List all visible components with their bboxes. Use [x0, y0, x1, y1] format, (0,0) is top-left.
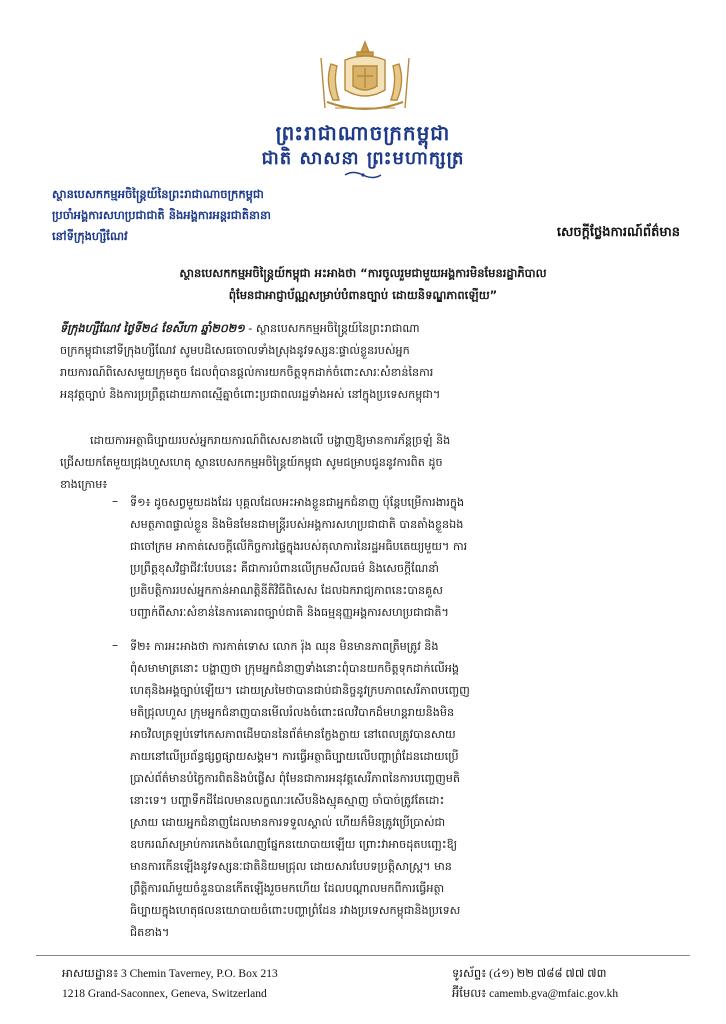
mission-line: ស្ថានបេសកកម្មអចិន្ត្រៃយ៍នៃព្រះរាជាណាចក្រកម្ពុជា: [52, 187, 264, 201]
email-label: អ៊ីមែល៖: [452, 988, 487, 1000]
footer-contact: [452, 964, 692, 1004]
bullet-line: ភាយនៅលើប្រព័ន្ធផ្សព្វផ្សាយសង្គម។ ការធ្វើអត្ថាធិប្បាយលើបញ្ហាព្រំដែនដោយប្រើ: [130, 750, 459, 763]
press-release-label: សេចក្តីថ្លែងការណ៍ព័ត៌មាន: [556, 225, 680, 240]
mission-line: នៅទីក្រុងហ្សឺណែវ: [52, 229, 128, 243]
bullet-line: ប្រព្រឹត្តខុសវិជ្ជាជីវៈបែបនេះ គឺជាការបំពានលើក្រមសីលធម៌ និងសេចក្តីណែនាំ: [130, 562, 439, 575]
bullet-line: ហេតុនិងអង្គច្បាប់ឡើយ។ ដោយស្រមៃថាបានជាប់ជានិច្ចនូវក្របភាពសេរីភាពបញ្ចេញ: [130, 684, 470, 697]
bullet-dash: –: [112, 494, 118, 508]
phone-label: ទូរស័ព្ទ៖: [452, 968, 487, 980]
paragraph-line: ខាងក្រោម៖: [60, 478, 108, 491]
bullet-dash: –: [112, 638, 118, 652]
national-motto: ជាតិ សាសនា ព្រះមហាក្សត្រ: [261, 148, 465, 169]
bullet-line: មានការកើនឡើងនូវទស្សនៈជាតិនិយមជ្រុល ដោយសារបែបទប្រត្តិសាស្ត្រ។ មាន: [130, 860, 452, 873]
footer-divider: [36, 955, 690, 956]
phone-number: (៤១) ២២ ៧៨៨ ៧៧ ៧៣: [489, 968, 607, 980]
paragraph-line: [60, 318, 680, 340]
bullet-line: ពុំសមាមាត្រនោះ បង្ហាញថា ក្រុមអ្នកជំនាញទាំងនោះពុំបានយកចិត្តទុកដាក់លើអង្គ: [130, 662, 459, 675]
bullet-line: ធិប្បាយក្នុងហេតុផលនយោបាយចំពោះបញ្ហាព្រំដែន រវាងប្រទេសកម្ពុជានិងប្រទេស: [130, 904, 461, 917]
headline-line: ពុំមែនជាអាជ្ញាប័ណ្ណសម្រាប់បំពានច្បាប់ ដោយនិទណ្ឌភាពឡើយ”: [228, 288, 498, 302]
royal-coat-of-arms-emblem: [311, 38, 419, 120]
paragraph-line: ចក្រកម្ពុជានៅទីក្រុងហ្សឺណែវ សូមបដិសេធចោលទាំងស្រុងនូវទស្សនៈផ្ទាល់ខ្លួនរបស់អ្នក: [60, 344, 410, 357]
paragraph-text: - ស្ថានបេសកកម្មអចិន្ត្រៃយ៍នៃព្រះរាជាណា: [244, 322, 420, 335]
phone-row: [452, 964, 692, 984]
address-city: 1218 Grand-Saconnex, Geneva, Switzerland: [62, 988, 267, 1000]
bullet-line: មតិជ្រុលហួស ក្រុមអ្នកជំនាញបានមើលរំលងចំពោះផលវិបាកដ៏មហន្តរាយនិងមិន: [130, 706, 455, 719]
bullet-item-2: [130, 636, 680, 944]
kingdom-name: ព្រះរាជាណាចក្រកម្ពុជា: [275, 121, 451, 145]
bullet-line: ប្រាស់ព័ត៌មានបំភ្លៃការពិតនិងបំផ្លើស ពុំមែនជាការអនុវត្តសេរីភាពនៃការបញ្ចេញមតិ: [130, 772, 461, 785]
paragraph-2: [60, 430, 680, 496]
bullet-line: ទី១៖ ដូចសព្វមួយដងដែរ បុគ្គលដែលអះអាងខ្លួនជាអ្នកជំនាញ ប៉ុន្តែបម្រើការងារក្នុង: [130, 496, 465, 509]
bullet-line: ស្រាយ ដោយអ្នកជំនាញដែលមានការទទួលស្គាល់ ហើយក៏មិនត្រូវប្រើប្រាស់ជា: [130, 816, 446, 829]
address-label: អាសយដ្ឋាន៖: [62, 968, 119, 980]
bullet-line: អាចវិលត្រឡប់ទៅកេសភាពដើមបាននៃព័ត៌មានក្លែងក្លាយ នៅពេលត្រូវបានសាយ: [130, 728, 456, 741]
footer-address: [62, 964, 382, 1004]
mission-name-block: [52, 184, 342, 247]
address-street: 3 Chemin Taverney, P.O. Box 213: [121, 968, 278, 980]
bullet-line: សមត្ថភាពផ្ទាល់ខ្លួន និងមិនមែនជាមន្ត្រីរបស់អង្គការសហប្រជាជាតិ បានតាំងខ្លួនឯង: [130, 518, 464, 531]
paragraph-line: រាយការណ៍ពិសេសមួយក្រុមតូច ដែលពុំបានផ្តល់ការយកចិត្តទុកដាក់ចំពោះសារៈសំខាន់នៃការ: [60, 366, 434, 379]
bullet-line: ទី២៖ ការអះអាងថា ការកាត់ទោស លោក រ៉ុង ឈុន មិនមានភាពត្រឹមត្រូវ និង: [130, 640, 439, 653]
paragraph-line: ដោយការអត្ថាធិប្បាយរបស់អ្នករាយការណ៍ពិសេសខាងលើ បង្ហាញឱ្យមានការភ័ន្តច្រឡំ និង: [90, 434, 451, 447]
bullet-line: ជិតខាង។: [130, 926, 170, 939]
ornament-divider-icon: [343, 170, 383, 180]
headline-line: ស្ថានបេសកកម្មអចិន្ត្រៃយ៍កម្ពុជា អះអាងថា “ការចូលរួមជាមួយអង្គការមិនមែនរដ្ឋាភិបាល: [179, 266, 547, 280]
mission-line: ប្រចាំអង្គការសហប្រជាជាតិ និងអង្គការអន្តរជាតិនានា: [52, 208, 271, 222]
dateline: ទីក្រុងហ្សឺណែវ ថ្ងៃទី២៤ ខែសីហា ឆ្នាំ២០២១: [60, 322, 245, 335]
bullet-line: បញ្ជាក់ពីសារៈសំខាន់នៃការគោរពច្បាប់ជាតិ និងធម្មនុញ្ញអង្គការសហប្រជាជាតិ។: [130, 606, 449, 619]
address-line-1: [62, 964, 382, 984]
email-link[interactable]: camemb.gva@mfaic.gov.kh: [489, 988, 619, 1000]
bullet-line: នោះទេ។ បញ្ហាទឹកដីដែលមានលក្ខណៈរសើបនិងស្មុគស្មាញ ចាំបាច់ត្រូវតែដោះ: [130, 794, 445, 807]
paragraph-line: អនុវត្តច្បាប់ និងការប្រព្រឹត្តដោយភាពស្មើគ្នាចំពោះប្រជាពលរដ្ឋទាំងអស់ នៅក្នុងប្រទេសកម្ពុជា។: [60, 388, 441, 401]
paragraph-line: ជ្រើសយកតែមួយជ្រុងហួសហេតុ ស្ថានបេសកកម្មអចិន្ត្រៃយ៍កម្ពុជា សូមជម្រាបជូននូវការពិត ដូច: [60, 456, 443, 469]
bullet-item-1: [130, 492, 680, 624]
email-row: [452, 984, 692, 1004]
bullet-line: ជាចៅក្រម អាកាត់សេចក្តីលើកិច្ចការផ្ទៃក្នុងរបស់តុលាការនៃរដ្ឋអធិបតេយ្យមួយ។ ការ: [130, 540, 468, 553]
headline: [60, 262, 666, 306]
bullet-line: ប្រតិបត្តិការរបស់អ្នកកាន់អាណត្តិនីតិវិធីពិសេស ដែលឯករាជ្យភាពនេះបានគួស: [130, 584, 443, 597]
bullet-line: ឧបករណ៍សម្រាប់ការកេងចំណេញផ្នែកនយោបាយឡើយ ព្រោះវាអាចដុតបញ្ឆេះឱ្យ: [130, 838, 458, 851]
bullet-line: ព្រឹត្តិការណ៍មួយចំនួនបានកើតឡើងរួចមកហើយ ដែលបណ្តាលមកពីការធ្វើអត្ថា: [130, 882, 445, 895]
paragraph-1: [60, 318, 680, 406]
